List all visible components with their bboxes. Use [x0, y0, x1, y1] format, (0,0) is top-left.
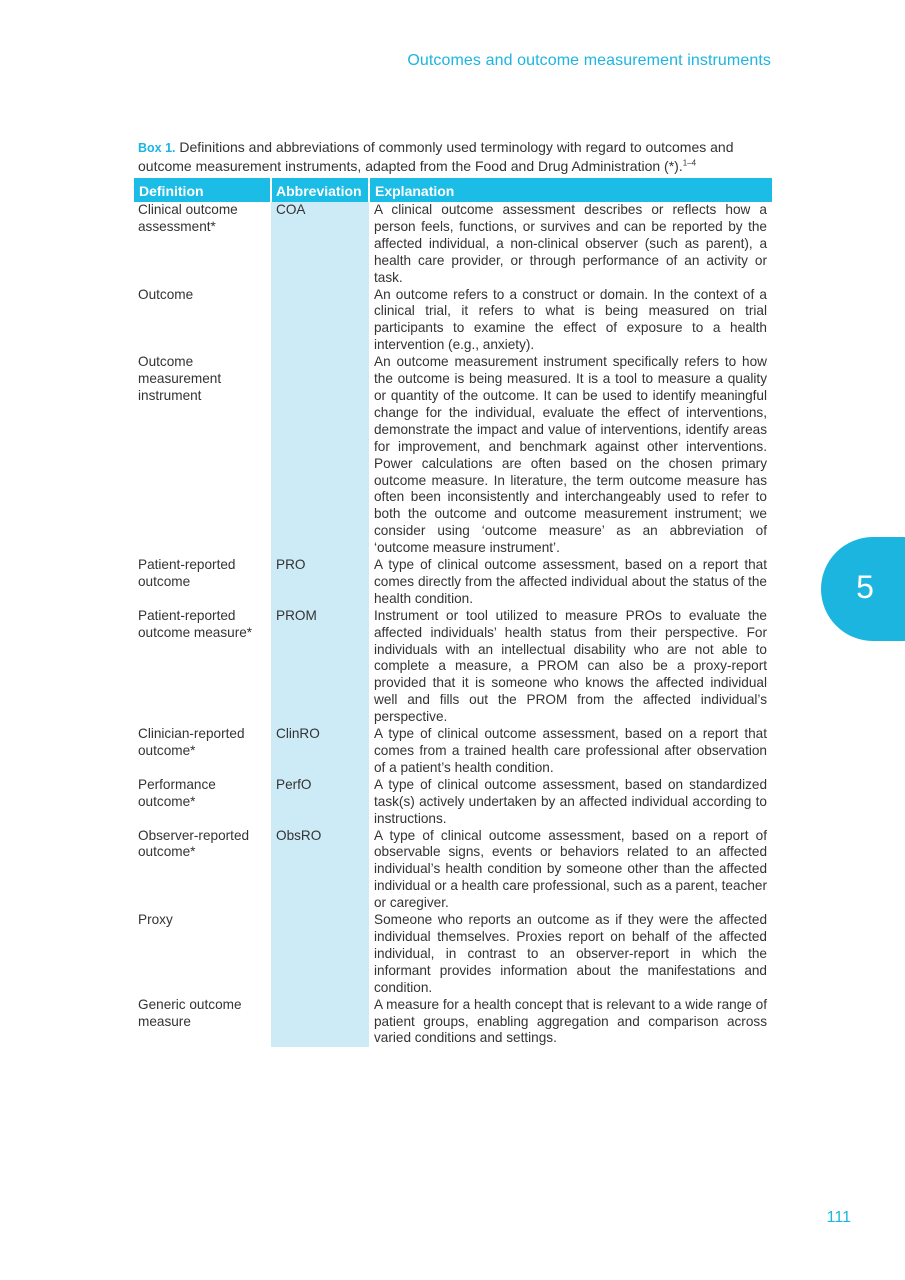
- explanation-cell: A type of clinical outcome assessment, based on a report that comes from a trained health care professional after observation of a patient’s health condition.: [374, 726, 767, 775]
- abbreviation-cell: [271, 997, 369, 1048]
- explanation-cell: A measure for a health concept that is relevant to a wide range of patient groups, enabling aggregation and comparison across varied conditions and settings.: [374, 996, 767, 1046]
- table-row: [134, 777, 772, 828]
- caption-text: Definitions and abbreviations of commonly used terminology with regard to outcomes and outcome measurement instruments, adapted from the Food and Drug Administration (*).: [138, 139, 734, 174]
- definition-cell: Generic outcome measure: [138, 996, 242, 1029]
- table-row: [134, 287, 772, 355]
- definition-cell: Clinical outcome assessment*: [138, 202, 238, 234]
- abbreviation-cell: COA: [271, 202, 369, 287]
- explanation-cell: An outcome refers to a construct or domain. In the context of a clinical trial, it refers to what is being measured on trial participants to examine the effect of exposure to a health intervention (e.g., anxiety).: [374, 286, 767, 353]
- explanation-cell: An outcome measurement instrument specifically refers to how the outcome is being measured. It is a tool to measure a quality or quantity of the outcome. It can be used to identify meaningful change for the individual, evaluate the effect of interventions, demonstrate the impact and value of interventions, identify areas for improvement, and benchmark against other interventions. Power calculations are often based on the chosen primary outcome measure. In literature, the term outcome measure has often been inconsistently and interchangeably used to refer to both the outcome and outcome measurement instrument; we consider using ‘outcome measure’ as an abbreviation of ‘outcome measure instrument’.: [374, 354, 767, 556]
- explanation-cell: A type of clinical outcome assessment, based on standardized task(s) actively undertaken by an affected individual according to instructions.: [374, 776, 767, 826]
- definition-cell: Performance outcome*: [138, 776, 216, 809]
- table-row: [134, 557, 772, 608]
- definition-cell: Proxy: [138, 912, 173, 928]
- definitions-table: [134, 178, 772, 1047]
- explanation-cell: A clinical outcome assessment describes or reflects how a person feels, functions, or survives and can be reported by the affected individual, a non-clinical observer (such as parent), a health care provider, or through performance of an activity or task.: [374, 202, 767, 285]
- table-row: [134, 997, 772, 1048]
- definition-cell: Patient-reported outcome measure*: [138, 607, 253, 640]
- abbreviation-cell: PerfO: [271, 777, 369, 828]
- box-label: Box 1.: [138, 141, 176, 155]
- table-row: [134, 828, 772, 913]
- definition-cell: Outcome measurement instrument: [138, 354, 222, 403]
- definition-cell: Outcome: [138, 286, 194, 302]
- definition-cell: Observer-reported outcome*: [138, 827, 250, 860]
- table-body: [134, 202, 772, 1047]
- abbreviation-cell: ClinRO: [271, 726, 369, 777]
- abbreviation-cell: PRO: [271, 557, 369, 608]
- explanation-cell: A type of clinical outcome assessment, based on a report of observable signs, events or behaviors related to an affected individual’s health condition by someone other than the affected individual or a health care professional, such as a parent, teacher or caregiver.: [374, 827, 767, 911]
- table-row: [134, 202, 772, 287]
- explanation-cell: Someone who reports an outcome as if they were the affected individual themselves. Proxies report on behalf of the affected individual, in contrast to an observer-report in which the informant provides information about the manifestations and condition.: [374, 912, 767, 995]
- caption-refs: 1–4: [682, 158, 697, 168]
- box-caption: [138, 138, 778, 175]
- definition-cell: Patient-reported outcome: [138, 557, 236, 589]
- definition-cell: Clinician-reported outcome*: [138, 726, 245, 758]
- table-row: [134, 726, 772, 777]
- chapter-number: 5: [856, 569, 874, 605]
- header-explanation: Explanation: [369, 178, 772, 202]
- chapter-tab: [821, 537, 905, 641]
- explanation-cell: A type of clinical outcome assessment, based on a report that comes directly from the affected individual about the status of the health condition.: [374, 557, 767, 606]
- abbreviation-cell: [271, 287, 369, 355]
- abbreviation-cell: [271, 354, 369, 557]
- table-row: [134, 912, 772, 997]
- table-header-row: [134, 178, 772, 202]
- explanation-cell: Instrument or tool utilized to measure PROs to evaluate the affected individuals’ health status from their perspective. For individuals with an intellectual disability who are not able to complete a measure, a PROM can also be a proxy-report provided that it is someone who knows the affected individual well and fills out the PROM from the affected individual’s perspective.: [374, 607, 767, 725]
- abbreviation-cell: ObsRO: [271, 828, 369, 913]
- header-abbreviation: Abbreviation: [271, 178, 369, 202]
- page-number: 111: [826, 1209, 851, 1226]
- running-head: Outcomes and outcome measurement instruments: [407, 52, 771, 69]
- abbreviation-cell: [271, 912, 369, 997]
- table-row: [134, 608, 772, 726]
- abbreviation-cell: PROM: [271, 608, 369, 726]
- header-definition: Definition: [134, 178, 271, 202]
- table-row: [134, 354, 772, 557]
